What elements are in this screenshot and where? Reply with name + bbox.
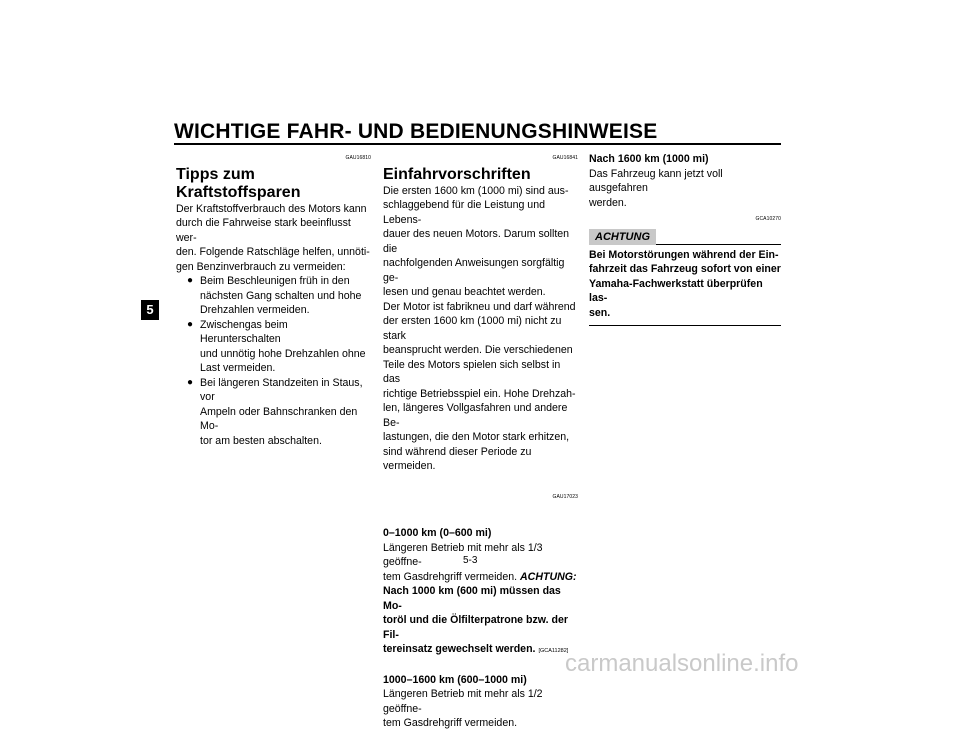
text-line: nächsten Gang schalten und hohe [200, 289, 362, 302]
warning-line: Yamaha-Fachwerkstatt überprüfen las- [589, 277, 763, 304]
column-break-in [383, 151, 578, 731]
text-line: gen Benzinverbrauch zu vermeiden: [176, 260, 346, 273]
achtung-bottom-rule [589, 325, 781, 326]
section-code: GAU16810 [345, 155, 371, 161]
text-line: Der Motor ist fabrikneu und darf während [383, 300, 576, 313]
bullet-icon: ● [187, 318, 194, 330]
text-line: und unnötig hohe Drehzahlen ohne [200, 347, 366, 360]
text-line: Beim Beschleunigen früh in den [200, 275, 350, 287]
text-line: sind während dieser Periode zu vermeiden. [383, 445, 532, 472]
text-line: Längeren Betrieb mit mehr als 1/3 geöffne- [383, 541, 543, 568]
subsection-1000-1600 [383, 673, 578, 731]
page-title: WICHTIGE FAHR- UND BEDIENUNGSHINWEISE [174, 120, 658, 143]
text-line: werden. [589, 196, 627, 209]
warning-line: Bei Motorstörungen während der Ein- [589, 248, 779, 261]
body-text [383, 184, 578, 474]
subsection-heading: Nach 1600 km (1000 mi) [589, 153, 709, 165]
section-code: GCA10270 [755, 216, 781, 222]
text-line: lesen und genau beachtet werden. [383, 286, 546, 298]
subsection-0-1000 [383, 526, 578, 659]
text-line: nachfolgenden Anweisungen sorgfältig ge- [383, 257, 565, 284]
list-item [184, 376, 371, 449]
text-span: tem Gasdrehgriff vermeiden. [383, 570, 518, 583]
text-line: Längeren Betrieb mit mehr als 1/2 geöffne- [383, 688, 543, 715]
page-number: 5-3 [463, 555, 478, 566]
list-item [184, 318, 371, 376]
bullet-icon: ● [187, 376, 194, 388]
subsection-heading: 1000–1600 km (600–1000 mi) [383, 673, 527, 686]
warning-line: sen. [589, 306, 611, 319]
text-line: tem Gasdrehgriff vermeiden. [383, 717, 518, 729]
achtung-rule [656, 244, 781, 245]
text-line: Teile des Motors spielen sich selbst in das [383, 358, 561, 385]
text-line: dauer des neuen Motors. Darum sollten die [383, 228, 570, 255]
column-fuel-saving [176, 151, 371, 448]
section-code: GAU17023 [552, 493, 578, 500]
list-item [184, 274, 371, 318]
text-line: Drehzahlen vermeiden. [200, 304, 310, 316]
text-line: richtige Betriebsspiel ein. Hohe Drehzah- [383, 387, 576, 400]
text-line: Der Kraftstoffverbrauch des Motors kann [176, 202, 367, 215]
watermark: carmanualsonline.info [565, 650, 799, 677]
text-line: Bei längeren Standzeiten in Staus, vor [200, 376, 363, 403]
subsection-heading: 0–1000 km (0–600 mi) [383, 527, 492, 539]
text-line [383, 570, 578, 585]
section-heading: Tipps zum Kraftstoffsparen [176, 165, 301, 201]
achtung-box [589, 229, 781, 327]
warning-line [383, 642, 578, 659]
text-line: der ersten 1600 km (1000 mi) nicht zu stark [383, 315, 562, 342]
text-line: schlaggebend für die Leistung und Lebens- [383, 199, 545, 226]
column-after-1600 [589, 152, 781, 326]
text-line: Zwischengas beim Herunterschalten [200, 318, 288, 345]
warning-line: Nach 1000 km (600 mi) müssen das Mo- [383, 585, 561, 612]
achtung-label: ACHTUNG: [520, 570, 577, 583]
section-code: GAU16841 [552, 155, 578, 161]
text-line: Last vermeiden. [200, 362, 276, 374]
intro-text [176, 202, 371, 275]
text-line: den. Folgende Ratschläge helfen, unnöti- [176, 246, 370, 258]
warning-line: fahrzeit das Fahrzeug sofort von einer [589, 263, 781, 275]
warning-line: toröl und die Ölfilterpatrone bzw. der Fil- [383, 614, 569, 641]
achtung-badge: ACHTUNG [589, 229, 656, 245]
title-rule [174, 143, 781, 145]
text-line: len, längeres Vollgasfahren und andere Be- [383, 402, 568, 429]
section-heading: Einfahrvorschriften [383, 165, 531, 183]
text-line: Die ersten 1600 km (1000 mi) sind aus- [383, 184, 569, 197]
reference-code: [GCA11282] [538, 648, 569, 654]
text-line: beansprucht werden. Die verschiedenen [383, 344, 573, 356]
text-span: tereinsatz gewechselt werden. [383, 643, 536, 655]
text-line: tor am besten abschalten. [200, 434, 322, 447]
chapter-tab: 5 [141, 300, 159, 320]
text-line: durch die Fahrweise stark beeinflusst wer- [176, 217, 351, 244]
text-line: Das Fahrzeug kann jetzt voll ausgefahren [589, 167, 723, 194]
text-line: Ampeln oder Bahnschranken den Mo- [200, 405, 358, 432]
text-line: lastungen, die den Motor stark erhitzen, [383, 431, 570, 443]
bullet-icon: ● [187, 275, 194, 286]
